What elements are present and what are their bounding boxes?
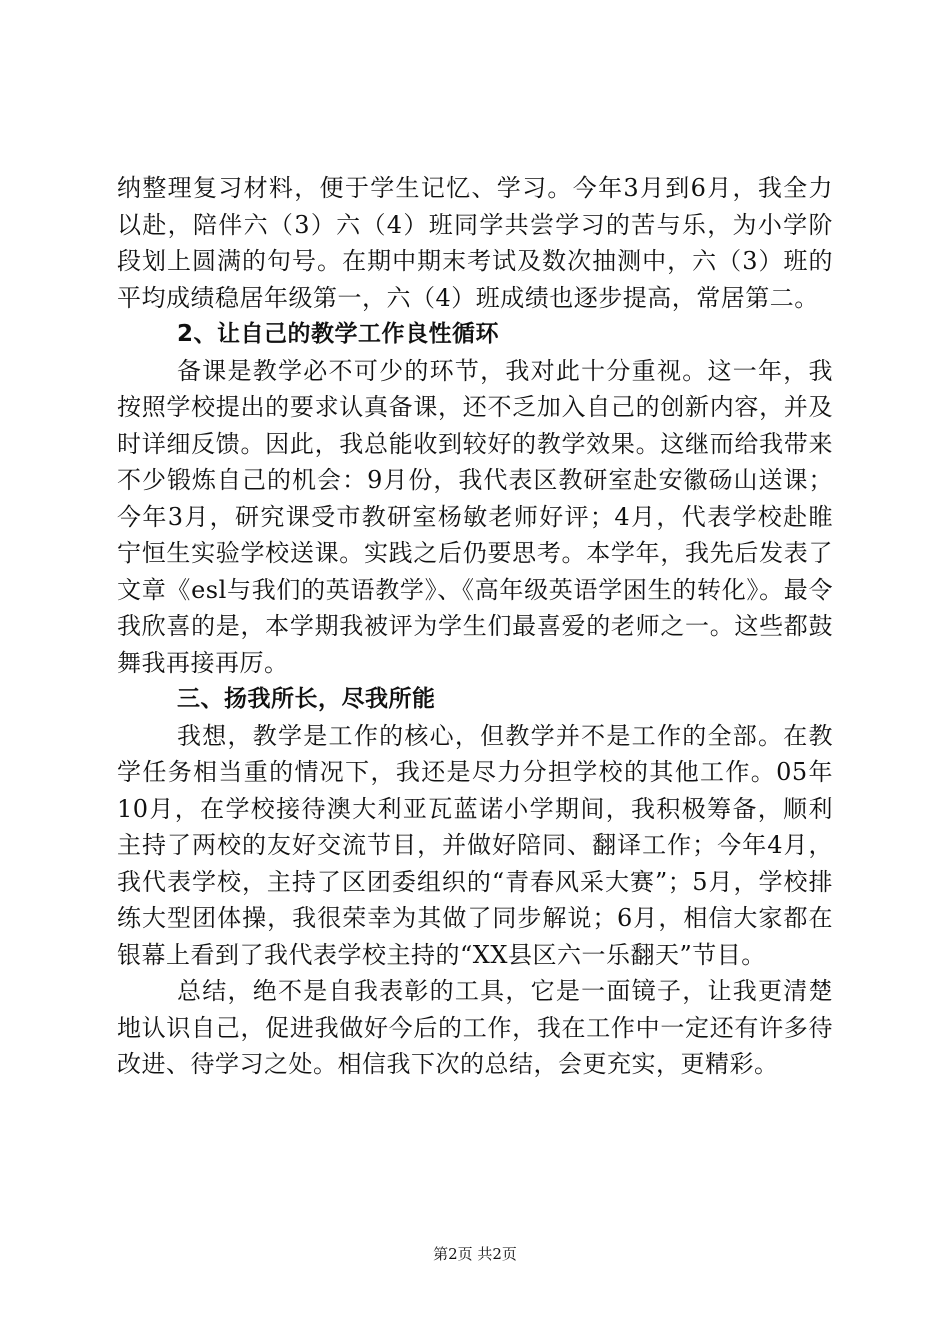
paragraph-conclusion: 总结，绝不是自我表彰的工具，它是一面镜子，让我更清楚地认识自己，促进我做好今后的工作，我在工作中一定还有许多待改进、待学习之处。相信我下次的总结，会更充实，更精彩。 [117,977,833,1078]
section-heading-teaching-cycle: 2、让自己的教学工作良性循环 [177,321,500,347]
paragraph-lesson-preparation: 备课是教学必不可少的环节，我对此十分重视。这一年，我按照学校提出的要求认真备课，还不乏加入自己的创新内容，并及时详细反馈。因此，我总能收到较好的教学效果。这继而给我带来不少锻炼自己的机会：9月份，我代表区教研室赴安徽砀山送课；今年3月，研究课受市教研室杨敏老师好评；4月，代表学校赴睢宁恒生实验学校送课。实践之后仍要思考。本学年，我先后发表了文章《esl与我们的英语教学》、《高年级英语学困生的转化》。最令我欣喜的是，本学期我被评为学生们最喜爱的老师之一。这些都鼓舞我再接再厉。 [117,356,833,677]
document-body [117,170,833,1083]
page-number-footer: 第2页 共2页 [433,1245,517,1263]
paragraph-exam-results: 纳整理复习材料，便于学生记忆、学习。今年3月到6月，我全力以赴，陪伴六（3）六（4）班同学共尝学习的苦与乐，为小学阶段划上圆满的句号。在期中期末考试及数次抽测中，六（3）班的平均成绩稳居年级第一，六（4）班成绩也逐步提高，常居第二。 [117,174,833,312]
paragraph-other-work: 我想，教学是工作的核心，但教学并不是工作的全部。在教学任务相当重的情况下，我还是尽力分担学校的其他工作。05年10月，在学校接待澳大利亚瓦蓝诺小学期间，我积极筹备，顺利主持了两校的友好交流节目，并做好陪同、翻译工作；今年4月，我代表学校，主持了区团委组织的“青春风采大赛”；5月，学校排练大型团体操，我很荣幸为其做了同步解说；6月，相信大家都在银幕上看到了我代表学校主持的“XX县区六一乐翻天”节目。 [117,721,833,969]
section-heading-strengths: 三、扬我所长，尽我所能 [177,686,436,712]
